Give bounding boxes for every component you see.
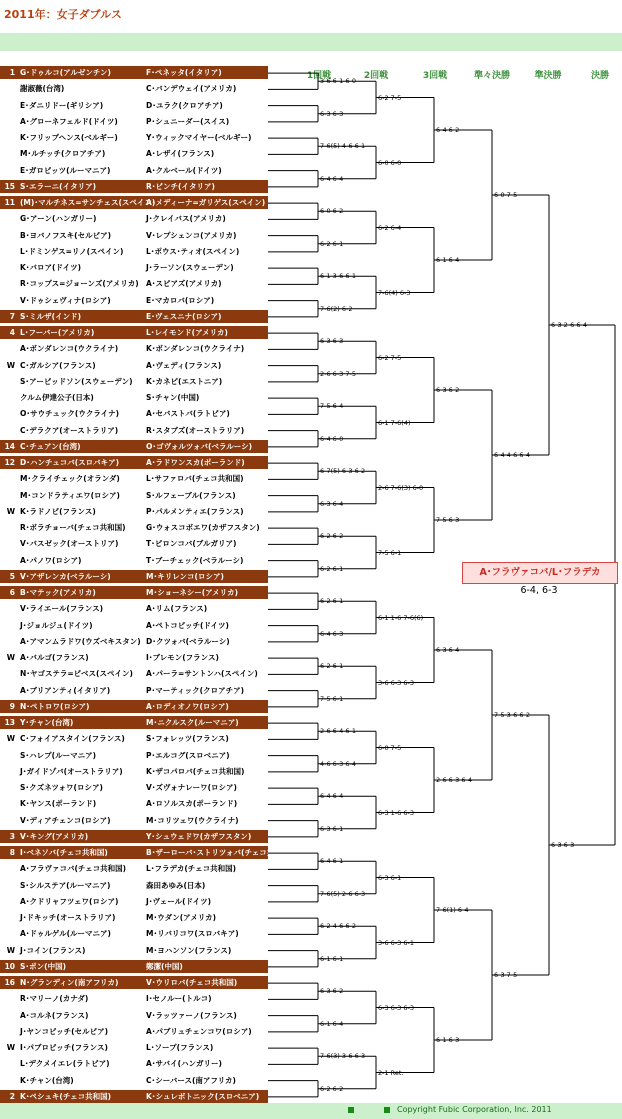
player-1-name: V･キング(アメリカ) — [20, 831, 89, 841]
player-2-name: O･ゴヴォルツォバ(ベラルーシ) — [146, 441, 253, 451]
champion-box: A･フラヴァコバ/L･フラデカ — [462, 562, 618, 584]
player-1-name: J･ヤンコビッチ(セルビア) — [20, 1026, 109, 1036]
player-1-name: D･ハンチュコバ(スロバキア) — [20, 458, 120, 467]
player-1-name: I･ベネソバ(チェコ共和国) — [20, 848, 108, 857]
match-score: 7-6(2) 6-2 — [320, 304, 353, 313]
match-score: 7-6(5) 2-6 6-3 — [320, 889, 366, 898]
match-score: 6-2 6-1 — [320, 239, 344, 248]
seed-number: 3 — [9, 831, 15, 841]
player-2-name: M･コリツェワ(ウクライナ) — [146, 815, 239, 825]
player-2-name: E･ヴェスニナ(ロシア) — [146, 311, 222, 321]
player-2-name: K･シュレボトニック(スロベニア) — [146, 1091, 260, 1101]
player-1-name: A･クドリャフツェワ(ロシア) — [20, 896, 119, 906]
player-1-name: N･ペトロワ(ロシア) — [20, 701, 90, 711]
player-1-name: Y･チャン(台湾) — [20, 718, 74, 727]
match-score: 7-5 3-6 6-2 — [494, 711, 530, 719]
player-2-name: K･ボンダレンコ(ウクライナ) — [146, 344, 245, 354]
match-score: 2-6 6-3 7-5 — [320, 369, 356, 378]
player-1-name: B･マテック(アメリカ) — [20, 588, 96, 597]
player-2-name: K･ザコパロバ(チェコ共和国) — [146, 766, 245, 776]
match-score: 7-5 6-4 — [320, 402, 344, 411]
player-2-name: T･ピロンコバ(ブルガリア) — [146, 539, 237, 549]
round-header-3: 3回戦 — [422, 71, 448, 81]
player-2-name: A･レザイ(フランス) — [146, 149, 215, 159]
match-score: 6-2 6-2 — [320, 1084, 344, 1093]
player-2-name: J･ヴェール(ドイツ) — [146, 896, 212, 906]
match-score: 6-4 4-6 6-4 — [494, 451, 530, 459]
player-1-name: 謝淑薇(台湾) — [20, 84, 65, 94]
match-score: 7-6(1) 6-4 — [436, 906, 469, 914]
player-1-name: M･コンドラティエワ(ロシア) — [20, 490, 120, 500]
player-1-name: K･ラドノビ(フランス) — [20, 506, 96, 516]
player-1-name: V･アザレンカ(ベラルーシ) — [20, 571, 111, 581]
final-score: 6-4, 6-3 — [520, 585, 558, 596]
entry-mark: W — [6, 653, 15, 662]
player-1-name: E･ガロビッツ(ルーマニア) — [20, 165, 111, 175]
player-2-name: M･ヨハンソン(フランス) — [146, 945, 232, 955]
player-1-name: R･コップス=ジョーンズ(アメリカ) — [20, 279, 139, 289]
player-1-name: K･フリップヘンス(ベルギー) — [20, 133, 118, 142]
player-2-name: L･ソープ(フランス) — [146, 1043, 214, 1052]
player-2-name: M･ウダン(アメリカ) — [146, 913, 217, 922]
match-score: 4-6 6-3 6-4 — [320, 759, 356, 768]
player-1-name: R･マリーノ(カナダ) — [20, 994, 89, 1004]
player-2-name: V･レプシェンコ(アメリカ) — [146, 230, 237, 240]
player-1-name: L･デクメイエレ(ラトビア) — [20, 1059, 110, 1069]
match-score: 2-6 6-4 6-1 — [320, 727, 356, 736]
seed-number: 10 — [4, 961, 15, 971]
player-2-name: L･ポウス･ティオ(スペイン) — [146, 246, 240, 256]
player-1-name: S･ポン(中国) — [20, 961, 67, 971]
match-score: 6-3 7-5 — [494, 971, 518, 979]
player-2-name: M･リバリコワ(スロバキア) — [146, 929, 239, 939]
footer-square-icon — [348, 1107, 354, 1113]
player-1-name: G･アーン(ハンガリー) — [20, 214, 97, 224]
player-1-name: A･パノワ(ロシア) — [20, 555, 82, 565]
player-2-name: S･チャン(中国) — [146, 393, 200, 402]
player-2-name: A･ロソルスカ(ポーランド) — [146, 799, 238, 809]
round-header-1: 1回戦 — [306, 71, 332, 81]
player-2-name: V･ラッツァーノ(フランス) — [146, 1010, 237, 1020]
match-score: 3-6 6-3 6-3 — [378, 678, 414, 687]
player-1-name: S･アービッドソン(スウェーデン) — [20, 376, 133, 386]
seed-number: 14 — [4, 441, 15, 451]
player-1-name: S･クズネツォワ(ロシア) — [20, 783, 103, 792]
player-2-name: L･フラデカ(チェコ共和国) — [146, 864, 237, 874]
player-2-name: R･スタブズ(オーストラリア) — [146, 425, 245, 435]
seed-number: 13 — [4, 718, 15, 727]
player-2-name: S･フォレッツ(フランス) — [146, 734, 229, 744]
page-title: 2011年：女子ダブルス — [4, 8, 122, 21]
player-2-name: T･ブーチェック(ベラルーシ) — [146, 555, 244, 565]
player-1-name: R･ボラチョーバ(チェコ共和国) — [20, 523, 126, 532]
match-score: 6-3 6-3 — [320, 109, 344, 118]
seed-number: 11 — [4, 198, 15, 207]
copyright-text: Copyright Fubic Corporation, Inc. 2011 — [397, 1105, 552, 1114]
player-2-name: I･ブレモン(フランス) — [146, 653, 219, 662]
match-score: 6-3 6-4 — [436, 646, 460, 654]
match-score: 6-1 3-6 6-1 — [320, 272, 356, 281]
player-2-name: A･クルベール(ドイツ) — [146, 165, 222, 175]
player-2-name: A･スピアズ(アメリカ) — [146, 279, 222, 289]
player-2-name: D･クツォバ(ベラルーシ) — [146, 636, 230, 646]
match-score: 6-3 2-6 6-4 — [551, 321, 587, 329]
player-2-name: A･ペトコビッチ(ドイツ) — [146, 620, 229, 630]
player-1-name: V･ディアチェンコ(ロシア) — [20, 815, 111, 825]
player-1-name: A･バルゴ(フランス) — [20, 653, 89, 662]
match-score: 7-6(3) 3-6 6-3 — [320, 1052, 366, 1061]
match-score: 6-2 7-5 — [378, 93, 402, 102]
player-1-name: V･ドゥシェヴィナ(ロシア) — [20, 295, 111, 305]
match-score: 7-5 6-1 — [378, 548, 402, 557]
player-1-name: K･ヤンス(ポーランド) — [20, 799, 97, 809]
player-2-name: A･リム(フランス) — [146, 604, 208, 614]
player-2-name: G･ウォスコボエワ(カザフスタン) — [146, 523, 260, 532]
player-2-name: 鄭潔(中国) — [146, 961, 183, 971]
entry-mark: W — [6, 945, 15, 955]
round-header-sf: 準決勝 — [534, 71, 562, 81]
player-2-name: L･レイモンド(アメリカ) — [146, 328, 228, 337]
match-score: 6-3 6-3 — [551, 841, 575, 849]
match-score: 6-1 6-3 — [436, 1036, 460, 1044]
player-1-name: K･バロア(ドイツ) — [20, 263, 82, 272]
player-2-name: M･ニクルスク(ルーマニア) — [146, 718, 239, 727]
player-1-name: I･パブロビッチ(フランス) — [20, 1043, 108, 1052]
match-score: 6-2 6-1 — [320, 597, 344, 606]
player-2-name: P･マーティック(クロアチア) — [146, 685, 245, 695]
player-2-name: D･ユラク(クロアチア) — [146, 100, 223, 110]
entry-mark: W — [6, 734, 15, 744]
match-score: 6-3 6-1 — [320, 824, 344, 833]
match-score: 6-2 4-6 6-2 — [320, 922, 356, 931]
player-2-name: S･ルフェーブル(フランス) — [146, 490, 236, 500]
match-score: 6-1 1-6 7-6(6) — [378, 613, 424, 622]
player-1-name: S･ミルザ(インド) — [20, 311, 82, 321]
round-header-qf: 準々決勝 — [473, 71, 510, 81]
player-2-name: L･サファロバ(チェコ共和国) — [146, 474, 244, 484]
match-score: 6-7(5) 6-3 6-2 — [320, 467, 366, 476]
player-1-name: (M)･マルチネス=サンチェス(スペイン) — [20, 198, 156, 207]
seed-number: 5 — [9, 571, 15, 581]
match-score: 6-3 6-1 — [378, 873, 402, 882]
player-2-name: R･ビンチ(イタリア) — [146, 181, 215, 191]
match-score: 6-4 6-4 — [320, 792, 344, 801]
player-1-name: J･ガイドゾバ(オーストラリア) — [20, 766, 123, 776]
match-score: 6-1 6-4 — [320, 1019, 344, 1028]
match-score: 6-0 7-5 — [378, 743, 402, 752]
player-1-name: S･ハレプ(ルーマニア) — [20, 750, 97, 760]
match-score: 2-6 7-6(3) 6-0 — [378, 483, 424, 492]
player-1-name: G･ドゥルコ(アルゼンチン) — [20, 68, 111, 77]
player-1-name: M･クライチェック(オランダ) — [20, 474, 120, 484]
match-score: 7-5 6-3 — [436, 516, 460, 524]
player-2-name: B･ザーローバ･ストリツォバ(チェコ共和国) — [146, 848, 293, 857]
seed-number: 9 — [9, 701, 15, 711]
match-score: 6-1 7-6(4) — [378, 418, 411, 427]
match-score: 6-4 6-4 — [320, 174, 344, 183]
player-2-name: P･エルコグ(スロベニア) — [146, 750, 230, 760]
player-2-name: A･ロディオノワ(ロシア) — [146, 701, 229, 711]
match-score: 6-3 6-3 6-3 — [378, 1003, 414, 1012]
player-2-name: A･サバイ(ハンガリー) — [146, 1059, 222, 1069]
player-1-name: S･シルステア(ルーマニア) — [20, 880, 111, 890]
player-2-name: V･ズヴォナレーワ(ロシア) — [146, 783, 237, 792]
match-score: 6-2 7-5 — [378, 353, 402, 362]
player-2-name: C･シーバース(南アフリカ) — [146, 1075, 236, 1085]
match-score: 3-6 6-3 6-1 — [378, 938, 414, 947]
player-1-name: C･フォイアスタイン(フランス) — [20, 734, 125, 744]
match-score: 6-0 6-0 — [378, 158, 402, 167]
player-1-name: E･ダニリドー(ギリシア) — [20, 100, 104, 110]
seed-number: 4 — [9, 328, 15, 337]
footer-square-icon — [384, 1107, 390, 1113]
player-2-name: M･キリレンコ(ロシア) — [146, 571, 224, 581]
player-2-name: I･セノルー(トルコ) — [146, 994, 212, 1004]
player-1-name: C･ガルシア(フランス) — [20, 360, 96, 370]
player-1-name: N･ヤゴステラ=ビベス(スペイン) — [20, 669, 133, 679]
player-1-name: O･サウチュック(ウクライナ) — [20, 409, 120, 419]
player-1-name: J･コイン(フランス) — [20, 945, 86, 955]
player-1-name: L･フーバー(アメリカ) — [20, 328, 95, 337]
player-1-name: J･ドキッチ(オーストラリア) — [20, 913, 116, 922]
match-score: 7-5 6-1 — [320, 694, 344, 703]
match-score: 3-6 6-1 6-0 — [320, 77, 356, 86]
match-score: 6-1 6-1 — [320, 954, 344, 963]
player-2-name: F･ペネッタ(イタリア) — [146, 68, 222, 77]
player-2-name: A･ラドワンスカ(ポーランド) — [146, 458, 245, 467]
player-1-name: K･チャン(台湾) — [20, 1075, 74, 1085]
match-score: 6-2 6-1 — [320, 662, 344, 671]
entry-mark: W — [6, 506, 15, 516]
match-score: 6-2 6-2 — [320, 532, 344, 541]
match-score: 6-0 7-5 — [494, 191, 518, 199]
match-score: 6-3 6-4 — [320, 499, 344, 508]
match-score: 6-3 1-6 6-3 — [378, 808, 414, 817]
seed-number: 16 — [4, 978, 15, 987]
match-score: 6-2 6-1 — [320, 564, 344, 573]
match-score: 6-2 6-4 — [378, 223, 402, 232]
player-2-name: A･セバストバ(ラトビア) — [146, 409, 230, 419]
round-header-2: 2回戦 — [363, 71, 389, 81]
match-score: 6-3 6-3 — [320, 337, 344, 346]
player-1-name: A･ボンダレンコ(ウクライナ) — [20, 344, 119, 354]
player-2-name: J･クレイバス(アメリカ) — [146, 214, 226, 224]
seed-number: 15 — [4, 181, 15, 191]
seed-number: 8 — [9, 848, 15, 857]
match-score: 2-6 6-3 6-4 — [436, 776, 472, 784]
match-score: 6-4 6-0 — [320, 434, 344, 443]
round-header-final: 決勝 — [590, 71, 609, 81]
player-2-name: K･カネピ(エストニア) — [146, 376, 223, 386]
seed-number: 7 — [9, 311, 15, 321]
seed-number: 6 — [9, 588, 15, 597]
player-2-name: 森田あゆみ(日本) — [146, 880, 206, 890]
player-1-name: クルム伊達公子(日本) — [20, 393, 94, 402]
player-1-name: J･ジョルジュ(ドイツ) — [20, 620, 93, 630]
player-2-name: M･ショーネシー(アメリカ) — [146, 588, 239, 597]
match-score: 6-4 6-2 — [436, 126, 460, 134]
player-1-name: A･ブリアンティ(イタリア) — [20, 685, 111, 695]
player-1-name: A･アマンムラドワ(ウズベキスタン) — [20, 636, 141, 646]
match-score: 7-6(4) 6-3 — [378, 288, 411, 297]
player-1-name: A･コルネ(フランス) — [20, 1010, 89, 1020]
seed-number: 12 — [4, 458, 15, 467]
seed-number: 2 — [9, 1091, 15, 1101]
entry-mark: W — [6, 1043, 15, 1052]
player-1-name: M･ルチッチ(クロアチア) — [20, 149, 106, 159]
player-2-name: A･パブリュチェンコワ(ロシア) — [146, 1026, 252, 1036]
player-1-name: B･ヨバノフスキ(セルビア) — [20, 230, 112, 240]
player-2-name: A･ヴェディ(フランス) — [146, 360, 222, 370]
player-1-name: K･ペシュキ(チェコ共和国) — [20, 1091, 112, 1101]
player-2-name: A･パーラ=サントンハ(スペイン) — [146, 669, 258, 679]
match-score: 6-3 6-2 — [320, 987, 344, 996]
entry-mark: W — [6, 360, 15, 370]
player-2-name: E･マカロバ(ロシア) — [146, 295, 215, 305]
player-2-name: Y･ウィックマイヤー(ベルギー) — [146, 133, 252, 142]
player-1-name: N･グランディン(南アフリカ) — [20, 978, 119, 987]
player-1-name: C･チュアン(台湾) — [20, 441, 81, 451]
player-2-name: Y･シュウェドワ(カザフスタン) — [146, 831, 252, 841]
match-score: 7-6(5) 4-6 6-1 — [320, 142, 366, 151]
seed-number: 1 — [9, 68, 15, 77]
match-score: 6-3 6-2 — [436, 386, 460, 394]
player-1-name: A･フラヴァコバ(チェコ共和国) — [20, 864, 127, 874]
match-score: 6-4 6-3 — [320, 629, 344, 638]
player-1-name: A･ドゥルゲル(ルーマニア) — [20, 929, 111, 939]
player-1-name: V･バスゼック(オーストリア) — [20, 539, 119, 549]
player-2-name: V･ウリロバ(チェコ共和国) — [146, 978, 238, 987]
player-2-name: P･パルメンティエ(フランス) — [146, 506, 244, 516]
player-2-name: A･メディーナ=ガリゲス(スペイン) — [146, 198, 266, 207]
player-1-name: L･ドミンゲス=リノ(スペイン) — [20, 246, 124, 256]
player-2-name: P･シュニーダー(スイス) — [146, 116, 230, 126]
player-2-name: C･バンデウェイ(アメリカ) — [146, 84, 237, 94]
match-score: 6-4 6-1 — [320, 857, 344, 866]
match-score: 6-1 6-4 — [436, 256, 460, 264]
match-score: 2-1 Ret. — [378, 1068, 404, 1077]
player-1-name: V･ライエール(フランス) — [20, 604, 104, 614]
player-1-name: C･デラクア(オーストラリア) — [20, 425, 119, 435]
player-2-name: J･ラーソン(スウェーデン) — [146, 263, 234, 272]
match-score: 6-0 6-2 — [320, 207, 344, 216]
player-1-name: A･グローネフェルド(ドイツ) — [20, 116, 118, 126]
player-1-name: S･エラーニ(イタリア) — [20, 181, 97, 191]
